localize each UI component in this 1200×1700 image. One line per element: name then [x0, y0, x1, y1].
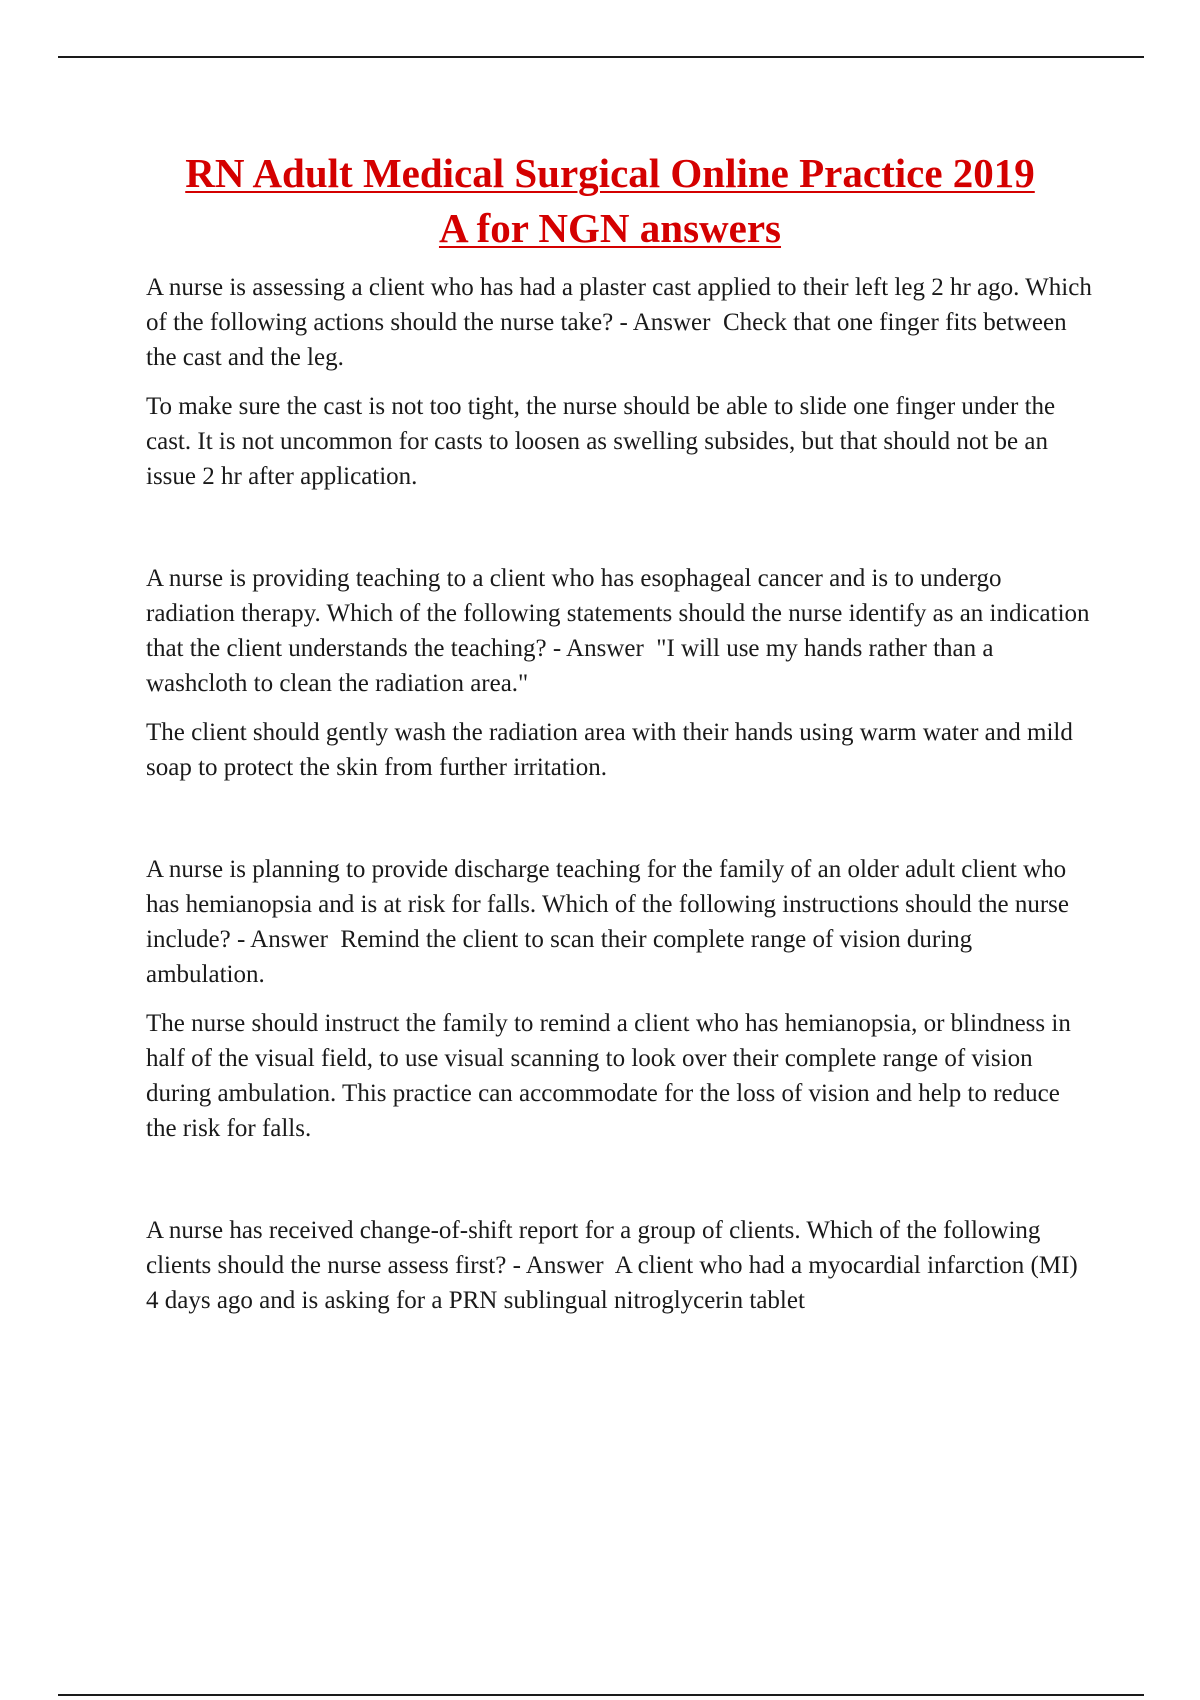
answer-marker: - Answer [546, 635, 651, 662]
answer-text: Check that one finger fits between the cast and the leg. [146, 309, 1067, 371]
document-body [146, 270, 1092, 1385]
answer-text: "I will use my hands rather than a washcloth to clean the radiation area." [146, 635, 994, 697]
qa-item [146, 852, 1092, 1146]
title-line-2: A for NGN answers [438, 205, 782, 251]
question-text: A nurse is providing teaching to a client who has esophageal cancer and is to undergo radiation therapy. Which of the following statements should the nurse identify as an indication that the client understands the teaching? [146, 565, 1090, 662]
question-text: A nurse is assessing a client who has had a plaster cast applied to their left leg 2 hr ago. Which of the following actions should the nurse take? [146, 274, 1092, 336]
question-text: A nurse has received change-of-shift report for a group of clients. Which of the following clients should the nurse assess first? [146, 1217, 1041, 1279]
rationale-paragraph: The client should gently wash the radiation area with their hands using warm water and mild soap to protect the skin from further irritation. [146, 719, 1073, 781]
answer-marker: - Answer [506, 1252, 610, 1279]
answer-marker: - Answer [613, 309, 717, 336]
answer-text: Remind the client to scan their complete range of vision during ambulation. [146, 926, 973, 988]
qa-item [146, 1213, 1092, 1318]
question-paragraph [146, 561, 1092, 701]
answer-marker: - Answer [230, 926, 335, 953]
question-paragraph [146, 852, 1092, 992]
bottom-rule [58, 1694, 1144, 1696]
rationale-paragraph: The nurse should instruct the family to remind a client who has hemianopsia, or blindness in half of the visual field, to use visual scanning to look over their complete range of vision during ambulation. This practice can accommodate for the loss of vision and help to reduce the risk for falls. [146, 1010, 1071, 1142]
page-title [130, 146, 1090, 256]
top-rule [58, 56, 1144, 58]
question-paragraph [146, 270, 1092, 375]
question-text: A nurse is planning to provide discharge teaching for the family of an older adult client who has hemianopsia and is at risk for falls. Which of the following instructions should the nurse include? [146, 856, 1069, 953]
qa-item [146, 270, 1092, 494]
rationale-paragraph: To make sure the cast is not too tight, the nurse should be able to slide one finger under the cast. It is not uncommon for casts to loosen as swelling subsides, but that should not be an issue 2 hr after application. [146, 393, 1056, 490]
answer-text: A client who had a myocardial infarction (MI) 4 days ago and is asking for a PRN sublingual nitroglycerin tablet [146, 1252, 1078, 1314]
title-line-1: RN Adult Medical Surgical Online Practice 2019 [185, 150, 1035, 196]
question-paragraph [146, 1213, 1092, 1318]
qa-item [146, 561, 1092, 785]
